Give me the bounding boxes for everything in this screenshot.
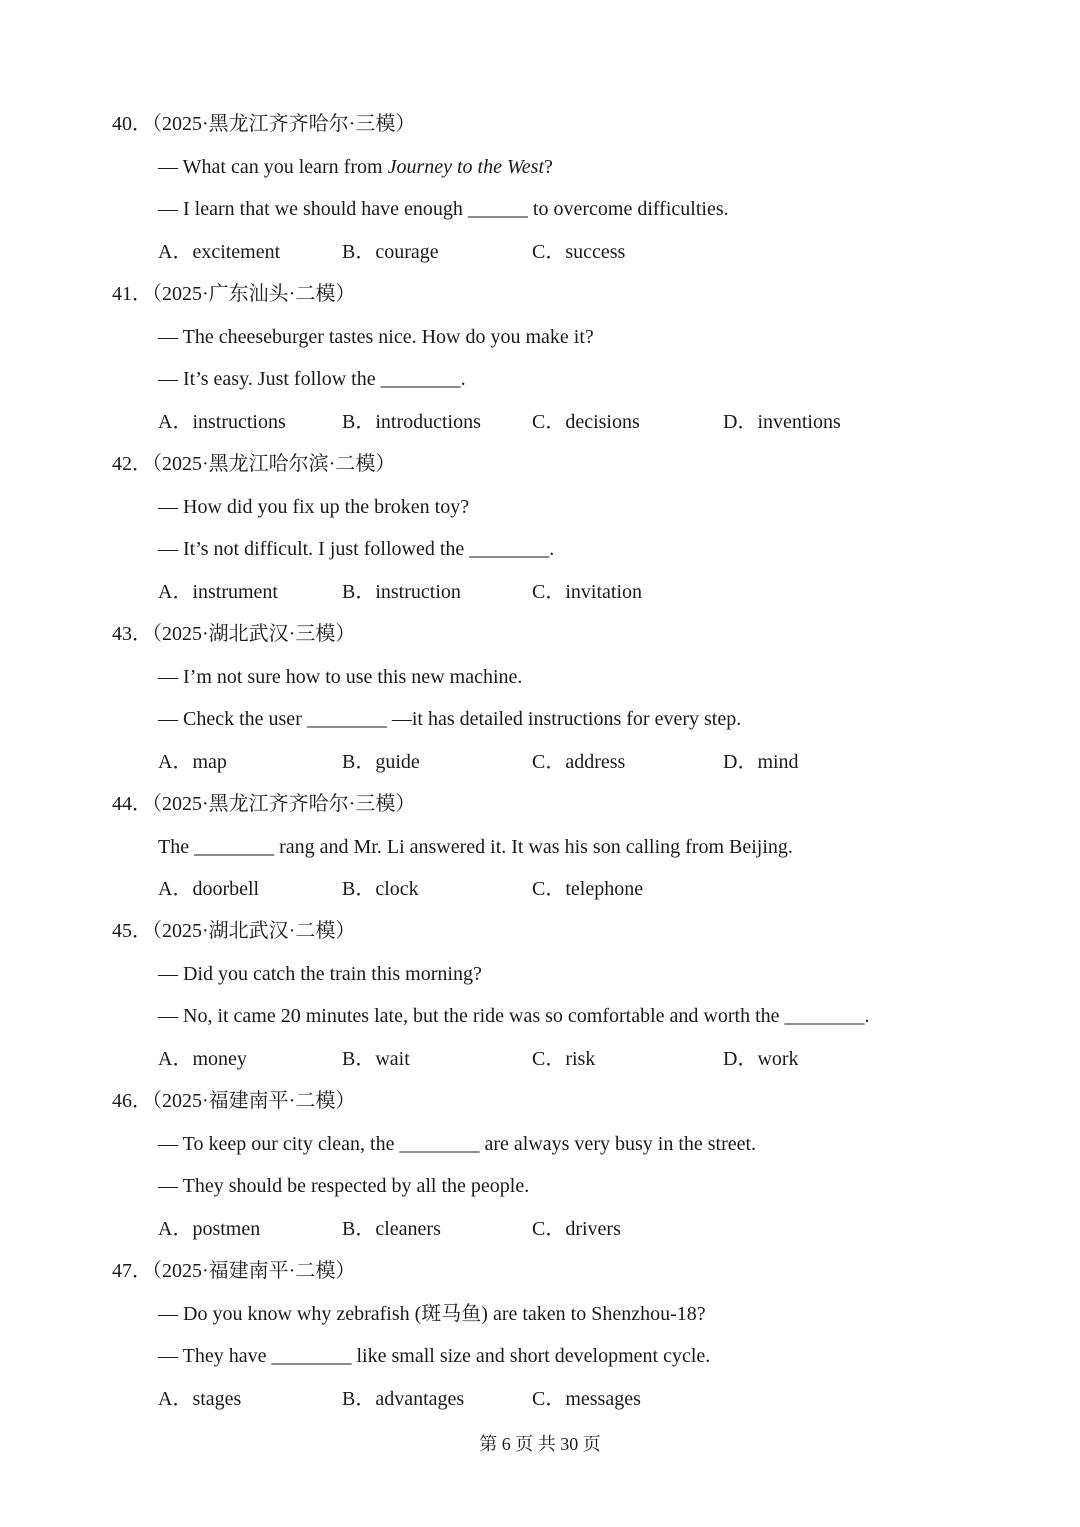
question-header: 46．（2025·福建南平·二模） xyxy=(112,1090,356,1112)
option-c: C．telephone xyxy=(532,878,644,900)
option-a: A．postmen xyxy=(158,1218,261,1240)
option-c: C．drivers xyxy=(532,1218,621,1240)
option-c: C．invitation xyxy=(532,581,642,603)
option-c: C．messages xyxy=(532,1388,641,1410)
question-header: 42．（2025·黑龙江哈尔滨·二模） xyxy=(112,453,396,475)
option-b: B．courage xyxy=(342,241,439,263)
question-line: — What can you learn from Journey to the West? xyxy=(158,156,553,178)
question-line: — How did you fix up the broken toy? xyxy=(158,496,470,518)
answer-blank: ______ xyxy=(467,198,528,220)
question-header: 40．（2025·黑龙江齐齐哈尔·三模） xyxy=(112,113,416,135)
option-b: B．introductions xyxy=(342,411,481,433)
option-a: A．instructions xyxy=(158,411,286,433)
question-header: 45．（2025·湖北武汉·二模） xyxy=(112,920,356,942)
question-line: — Did you catch the train this morning? xyxy=(158,963,482,985)
answer-blank: ________ xyxy=(784,1005,865,1027)
question-line: — I’m not sure how to use this new machine. xyxy=(158,666,523,688)
answer-blank: ________ xyxy=(194,836,275,858)
page-footer: 第 6 页 共 30 页 xyxy=(479,1434,601,1454)
question-header: 47．（2025·福建南平·二模） xyxy=(112,1260,356,1282)
option-c: C．success xyxy=(532,241,626,263)
question-line: — The cheeseburger tastes nice. How do you make it? xyxy=(158,326,594,348)
question-line: — They have ________ like small size and short development cycle. xyxy=(158,1345,711,1367)
option-d: D．work xyxy=(723,1048,799,1070)
option-a: A．stages xyxy=(158,1388,242,1410)
option-d: D．inventions xyxy=(723,411,841,433)
question-line: — They should be respected by all the people. xyxy=(158,1175,530,1197)
question-line: — Do you know why zebrafish (斑马鱼) are taken to Shenzhou-18? xyxy=(158,1303,706,1325)
question-line: — I learn that we should have enough ______ to overcome difficulties. xyxy=(158,198,729,220)
question-header: 41．（2025·广东汕头·二模） xyxy=(112,283,356,305)
question-header: 43．（2025·湖北武汉·三模） xyxy=(112,623,356,645)
option-a: A．excitement xyxy=(158,241,281,263)
option-b: B．clock xyxy=(342,878,419,900)
question-line: — It’s not difficult. I just followed the ________. xyxy=(158,538,555,560)
question-line: — It’s easy. Just follow the ________. xyxy=(158,368,466,390)
question-header: 44．（2025·黑龙江齐齐哈尔·三模） xyxy=(112,793,416,815)
answer-blank: ________ xyxy=(271,1345,352,1367)
answer-blank: ________ xyxy=(380,368,461,390)
option-b: B．guide xyxy=(342,751,420,773)
question-line: The ________ rang and Mr. Li answered it. It was his son calling from Beijing. xyxy=(158,836,793,858)
option-d: D．mind xyxy=(723,751,799,773)
option-a: A．money xyxy=(158,1048,247,1070)
question-line: — Check the user ________ —it has detailed instructions for every step. xyxy=(158,708,742,730)
option-a: A．doorbell xyxy=(158,878,260,900)
option-b: B．wait xyxy=(342,1048,410,1070)
option-b: B．instruction xyxy=(342,581,461,603)
answer-blank: ________ xyxy=(306,708,387,730)
question-line: — To keep our city clean, the ________ are always very busy in the street. xyxy=(158,1133,757,1155)
option-b: B．cleaners xyxy=(342,1218,441,1240)
option-c: C．decisions xyxy=(532,411,640,433)
answer-blank: ________ xyxy=(399,1133,480,1155)
option-a: A．map xyxy=(158,751,227,773)
option-b: B．advantages xyxy=(342,1388,465,1410)
option-c: C．risk xyxy=(532,1048,596,1070)
option-c: C．address xyxy=(532,751,626,773)
option-a: A．instrument xyxy=(158,581,278,603)
question-line: — No, it came 20 minutes late, but the ride was so comfortable and worth the ________. xyxy=(158,1005,870,1027)
answer-blank: ________ xyxy=(469,538,550,560)
